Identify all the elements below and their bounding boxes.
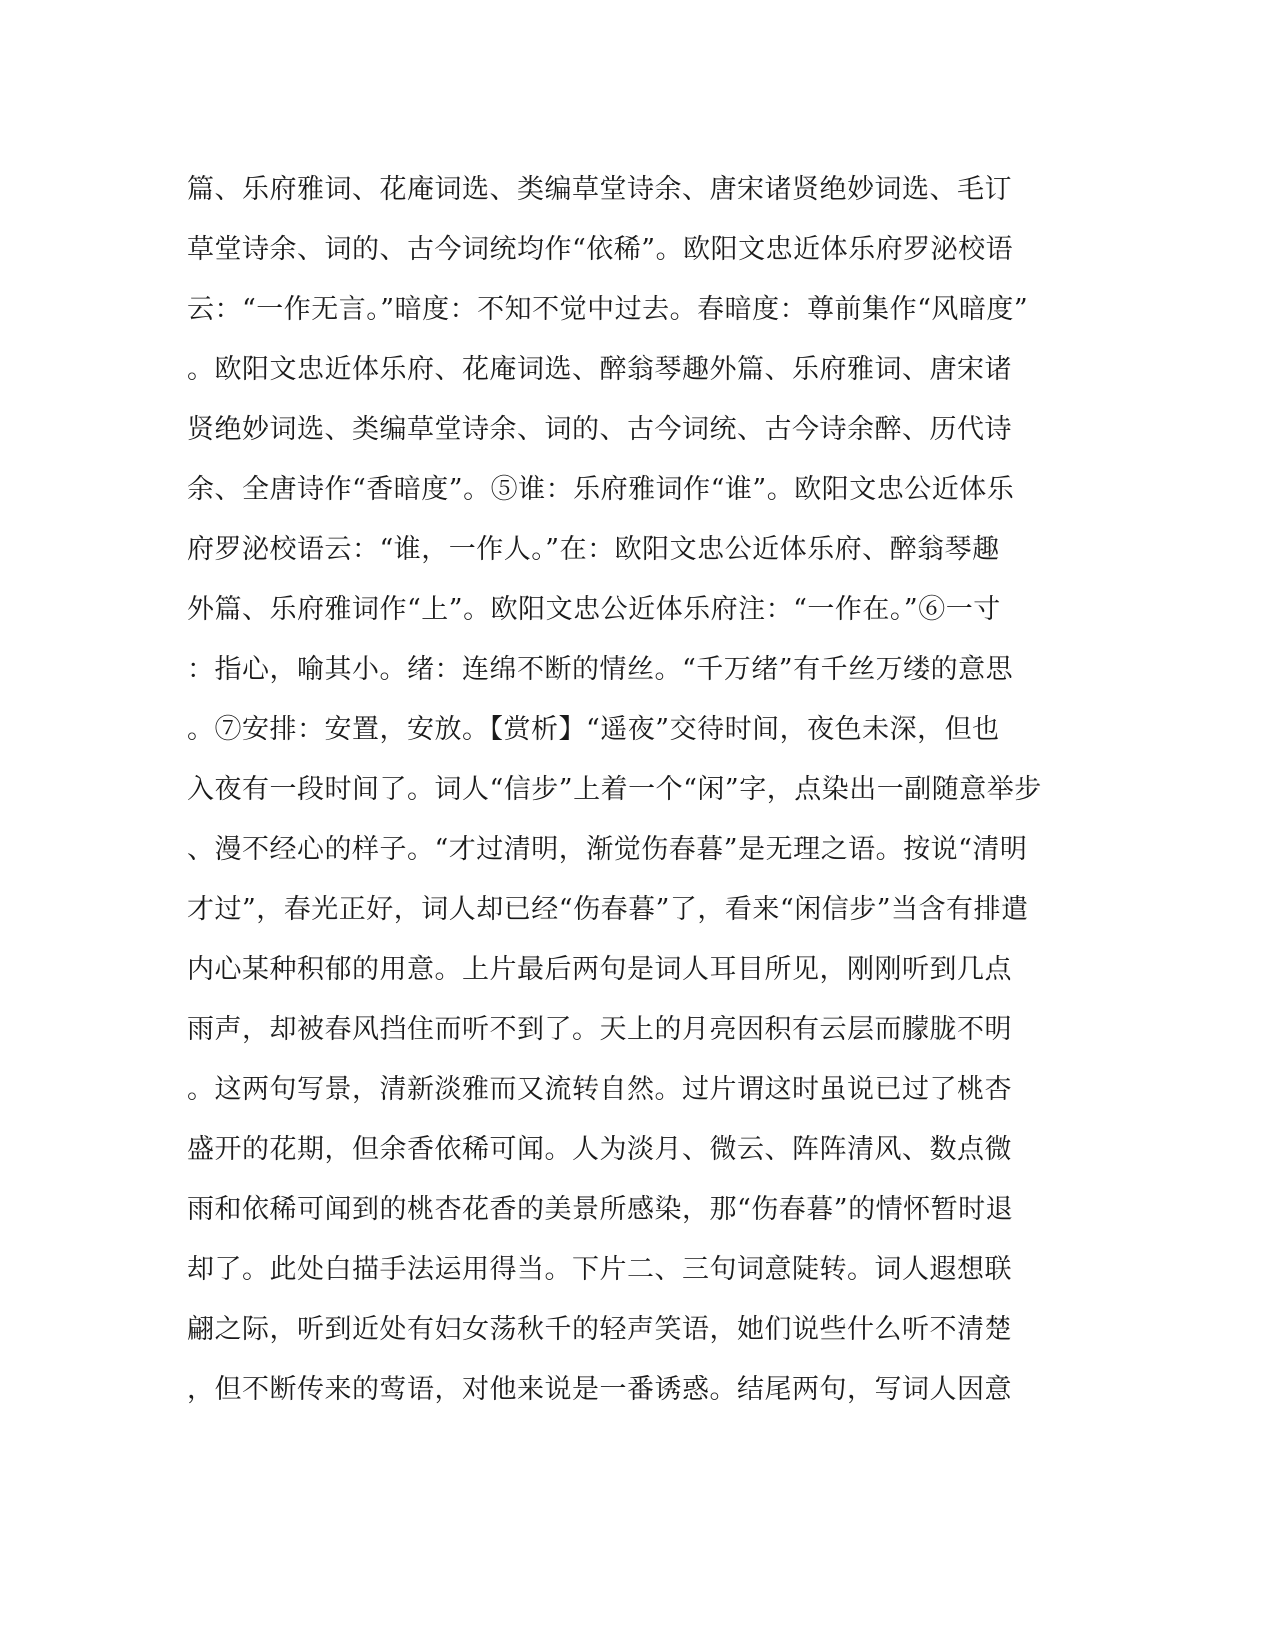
text-line: 余、全唐诗作“香暗度”。⑤谁：乐府雅词作“谁”。欧阳文忠公近体乐 [187,474,1015,505]
text-line: 。这两句写景，清新淡雅而又流转自然。过片谓这时虽说已过了桃杏 [187,1074,1012,1105]
text-line: 盛开的花期，但余香依稀可闻。人为淡月、微云、阵阵清风、数点微 [187,1134,1012,1165]
text-line: 才过”，春光正好，词人却已经“伤春暮”了，看来“闲信步”当含有排遣 [187,894,1029,925]
text-line: 篇、乐府雅词、花庵词选、类编草堂诗余、唐宋诸贤绝妙词选、毛订 [187,174,1012,205]
text-line: 雨声，却被春风挡住而听不到了。天上的月亮因积有云层而朦胧不明 [187,1014,1012,1045]
text-line: 贤绝妙词选、类编草堂诗余、词的、古今词统、古今诗余醉、历代诗 [187,414,1012,445]
text-line: 。欧阳文忠近体乐府、花庵词选、醉翁琴趣外篇、乐府雅词、唐宋诸 [187,354,1012,385]
text-line: 云：“一作无言。”暗度：不知不觉中过去。春暗度：尊前集作“风暗度” [187,294,1029,325]
text-line: 入夜有一段时间了。词人“信步”上着一个“闲”字，点染出一副随意举步 [187,774,1042,805]
text-line: 草堂诗余、词的、古今词统均作“依稀”。欧阳文忠近体乐府罗泌校语 [187,234,1014,265]
text-line: 府罗泌校语云：“谁，一作人。”在：欧阳文忠公近体乐府、醉翁琴趣 [187,534,1000,565]
body-text [187,160,1087,1420]
text-line: ，但不断传来的莺语，对他来说是一番诱惑。结尾两句，写词人因意 [187,1374,1012,1405]
text-line: 却了。此处白描手法运用得当。下片二、三句词意陡转。词人遐想联 [187,1254,1012,1285]
text-line: 翩之际，听到近处有妇女荡秋千的轻声笑语，她们说些什么听不清楚 [187,1314,1012,1345]
text-line: 、漫不经心的样子。“才过清明，渐觉伤春暮”是无理之语。按说“清明 [187,834,1028,865]
text-line: ：指心，喻其小。绪：连绵不断的情丝。“千万绪”有千丝万缕的意思 [187,654,1014,685]
text-line: 雨和依稀可闻到的桃杏花香的美景所感染，那“伤春暮”的情怀暂时退 [187,1194,1014,1225]
text-line: 外篇、乐府雅词作“上”。欧阳文忠公近体乐府注：“一作在。”⑥一寸 [187,594,1001,625]
text-line: 内心某种积郁的用意。上片最后两句是词人耳目所见，刚刚听到几点 [187,954,1012,985]
text-line: 。⑦安排：安置，安放。【赏析】“遥夜”交待时间，夜色未深，但也 [187,714,1000,745]
